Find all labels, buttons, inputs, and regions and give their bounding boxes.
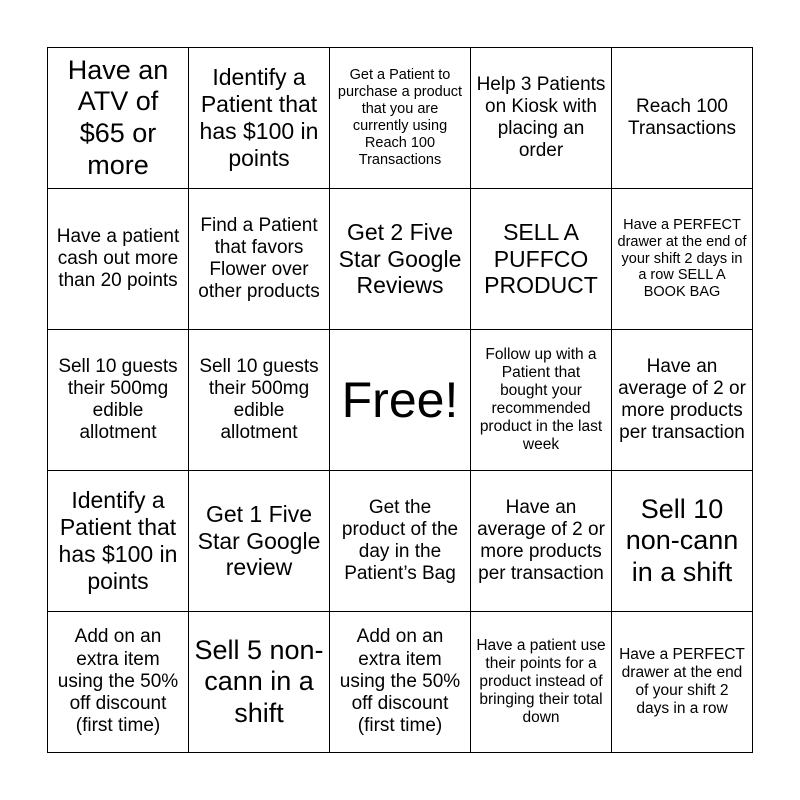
bingo-cell-text: Have an average of 2 or more products per transaction (477, 496, 605, 585)
bingo-cell[interactable] (612, 330, 753, 471)
bingo-cell[interactable] (48, 330, 189, 471)
bingo-cell-text: Have an ATV of $65 or more (67, 54, 169, 180)
bingo-cell-text: SELL A PUFFCO PRODUCT (484, 218, 598, 299)
bingo-cell[interactable] (471, 48, 612, 189)
bingo-cell[interactable] (612, 48, 753, 189)
bingo-cell[interactable] (471, 471, 612, 612)
bingo-cell[interactable] (612, 471, 753, 612)
bingo-cell[interactable] (330, 48, 471, 189)
bingo-cell-text: Have a PERFECT drawer at the end of your shift 2 days in a row (619, 645, 745, 718)
bingo-cell-text: Follow up with a Patient that bought your recommended product in the last week (479, 345, 603, 454)
bingo-cell-text: Get the product of the day in the Patient’s Bag (341, 496, 459, 585)
bingo-cell-text: Have a patient use their points for a product instead of bringing their total down (476, 636, 606, 727)
bingo-cell-text: Get a Patient to purchase a product that you are currently using Reach 100 Transactions (337, 67, 463, 168)
bingo-cell-text: Have a patient cash out more than 20 points (56, 225, 180, 292)
bingo-cell-text: Add on an extra item using the 50% off discount (first time) (57, 626, 179, 737)
bingo-cell[interactable] (48, 612, 189, 753)
bingo-cell[interactable] (189, 48, 330, 189)
bingo-board (47, 47, 753, 753)
bingo-cell[interactable] (612, 612, 753, 753)
bingo-cell-text: Get 2 Five Star Google Reviews (338, 218, 462, 299)
bingo-cell[interactable] (189, 330, 330, 471)
bingo-cell-text: Have a PERFECT drawer at the end of your shift 2 days in a row SELL A BOOK BAG (617, 216, 747, 301)
bingo-cell[interactable] (330, 612, 471, 753)
bingo-cell-text: Sell 5 non-cann in a shift (194, 634, 324, 728)
bingo-cell[interactable] (189, 612, 330, 753)
bingo-cell-text: Add on an extra item using the 50% off discount (first time) (339, 626, 461, 737)
bingo-cell-text: Have an average of 2 or more products per transaction (618, 355, 746, 444)
bingo-cell-text: Get 1 Five Star Google review (197, 500, 321, 581)
bingo-cell[interactable] (612, 189, 753, 330)
bingo-cell-text: Identify a Patient that has $100 in points (58, 487, 178, 594)
bingo-cell[interactable] (48, 471, 189, 612)
bingo-cell[interactable] (471, 330, 612, 471)
free-space-cell[interactable] (330, 330, 471, 471)
bingo-cell-text: Sell 10 guests their 500mg edible allotment (199, 355, 319, 444)
bingo-cell[interactable] (330, 189, 471, 330)
bingo-cell[interactable] (48, 48, 189, 189)
bingo-cell[interactable] (48, 189, 189, 330)
bingo-cell[interactable] (471, 612, 612, 753)
bingo-cell[interactable] (471, 189, 612, 330)
bingo-cell-text: Free! (341, 372, 459, 428)
bingo-cell[interactable] (189, 189, 330, 330)
bingo-cell-text: Sell 10 non-cann in a shift (625, 493, 739, 587)
bingo-cell[interactable] (330, 471, 471, 612)
bingo-cell[interactable] (189, 471, 330, 612)
bingo-cell-text: Reach 100 Transactions (627, 95, 737, 139)
bingo-cell-text: Identify a Patient that has $100 in points (199, 64, 319, 171)
bingo-cell-text: Find a Patient that favors Flower over other products (198, 214, 320, 303)
bingo-cell-text: Help 3 Patients on Kiosk with placing an order (476, 73, 606, 162)
bingo-cell-text: Sell 10 guests their 500mg edible allotment (58, 355, 178, 444)
